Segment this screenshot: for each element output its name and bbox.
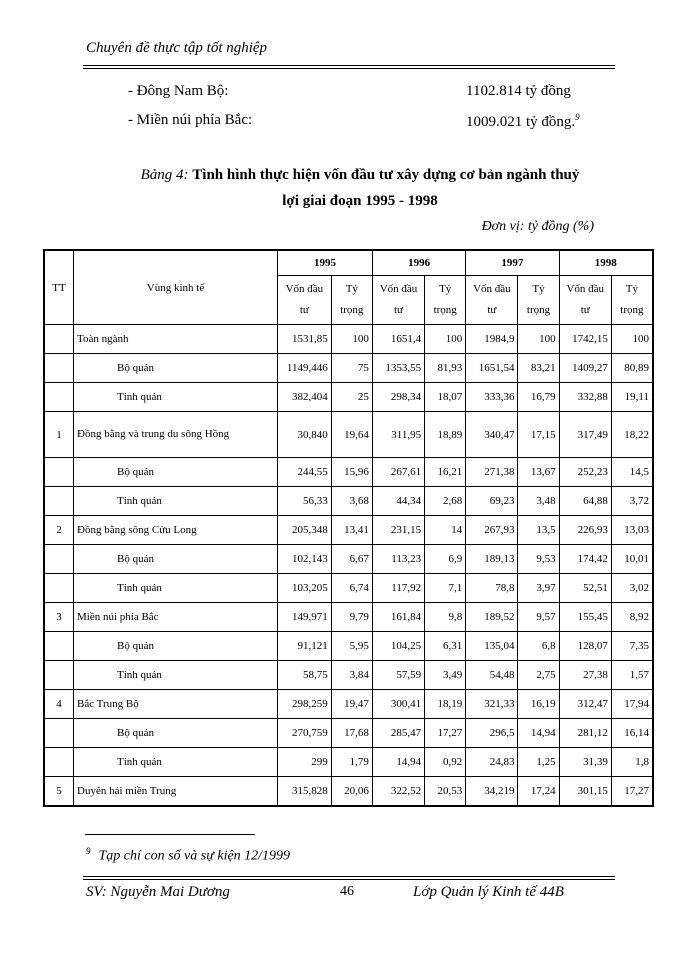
row-index: 2: [44, 516, 74, 545]
cell-ty-trong: 1,25: [518, 748, 559, 777]
sub-header-ty: Tỷ trọng: [425, 276, 466, 325]
cell-ty-trong: 9,53: [518, 545, 559, 574]
cell-von: 54,48: [466, 661, 518, 690]
cell-von: 301,15: [559, 777, 611, 806]
footer-rule-top: [83, 876, 615, 877]
cell-von: 382,404: [278, 383, 332, 412]
stat-label: - Đông Nam Bộ:: [128, 83, 229, 99]
sub-header-ty: Tỷ trọng: [518, 276, 559, 325]
region-name: Bộ quản: [74, 458, 278, 487]
table-body: [44, 325, 653, 806]
unit-label: Đơn vị: tỷ đồng (%): [481, 219, 594, 234]
table-row: [44, 603, 653, 632]
cell-ty-trong: 17,27: [425, 719, 466, 748]
cell-ty-trong: 81,93: [425, 354, 466, 383]
cell-ty-trong: 16,79: [518, 383, 559, 412]
cell-ty-trong: 14,5: [611, 458, 653, 487]
region-name: Đồng bằng và trung du sông Hồng: [74, 412, 278, 458]
cell-von: 1149,446: [278, 354, 332, 383]
cell-von: 58,75: [278, 661, 332, 690]
page-number: 46: [340, 884, 354, 899]
cell-von: 322,52: [372, 777, 424, 806]
row-index: [44, 458, 74, 487]
cell-ty-trong: 6,9: [425, 545, 466, 574]
cell-ty-trong: 14: [425, 516, 466, 545]
cell-ty-trong: 100: [518, 325, 559, 354]
cell-von: 1353,55: [372, 354, 424, 383]
row-index: 4: [44, 690, 74, 719]
cell-ty-trong: 100: [611, 325, 653, 354]
cell-von: 189,52: [466, 603, 518, 632]
cell-ty-trong: 14,94: [518, 719, 559, 748]
cell-ty-trong: 75: [331, 354, 372, 383]
cell-von: 1651,4: [372, 325, 424, 354]
cell-von: 57,59: [372, 661, 424, 690]
cell-von: 113,23: [372, 545, 424, 574]
cell-von: 128,07: [559, 632, 611, 661]
cell-von: 321,33: [466, 690, 518, 719]
footer-rule-bottom: [83, 879, 615, 880]
cell-von: 298,34: [372, 383, 424, 412]
sub-header-ty: Tỷ trọng: [611, 276, 653, 325]
cell-von: 231,15: [372, 516, 424, 545]
cell-von: 52,51: [559, 574, 611, 603]
cell-von: 317,49: [559, 412, 611, 458]
table-row: [44, 487, 653, 516]
year-header: 1996: [372, 250, 465, 276]
cell-von: 244,55: [278, 458, 332, 487]
cell-ty-trong: 83,21: [518, 354, 559, 383]
stat-value-text: 1102.814 tỷ đồng: [466, 83, 571, 99]
stat-value: [466, 83, 571, 100]
row-index: [44, 487, 74, 516]
cell-von: 103,205: [278, 574, 332, 603]
cell-ty-trong: 17,24: [518, 777, 559, 806]
cell-ty-trong: 0,92: [425, 748, 466, 777]
cell-ty-trong: 100: [331, 325, 372, 354]
cell-ty-trong: 16,19: [518, 690, 559, 719]
cell-von: 117,92: [372, 574, 424, 603]
footnote-text: Tạp chí con số và sự kiện 12/1999: [98, 848, 291, 864]
cell-ty-trong: 13,5: [518, 516, 559, 545]
cell-von: 1531,85: [278, 325, 332, 354]
sub-header-von: Vốn đầu tư: [278, 276, 332, 325]
region-name: Bộ quản: [74, 354, 278, 383]
stat-value-text: 1009.021 tỷ đồng.: [466, 114, 576, 130]
cell-ty-trong: 3,68: [331, 487, 372, 516]
cell-von: 189,13: [466, 545, 518, 574]
cell-von: 78,8: [466, 574, 518, 603]
table-row: [44, 748, 653, 777]
table-row: [44, 545, 653, 574]
cell-von: 296,5: [466, 719, 518, 748]
region-name: Tỉnh quản: [74, 661, 278, 690]
cell-ty-trong: 1,57: [611, 661, 653, 690]
cell-von: 34,219: [466, 777, 518, 806]
footer-class: Lớp Quản lý Kinh tế 44B: [413, 884, 564, 900]
region-name: Tỉnh quản: [74, 383, 278, 412]
cell-von: 270,759: [278, 719, 332, 748]
footnote-ref[interactable]: 9: [575, 112, 580, 122]
table-row: [44, 661, 653, 690]
row-index: 5: [44, 777, 74, 806]
cell-ty-trong: 17,68: [331, 719, 372, 748]
cell-von: 155,45: [559, 603, 611, 632]
region-name: Tỉnh quản: [74, 487, 278, 516]
cell-ty-trong: 3,48: [518, 487, 559, 516]
cell-ty-trong: 5,95: [331, 632, 372, 661]
cell-von: 91,121: [278, 632, 332, 661]
stat-value: [466, 112, 580, 131]
cell-ty-trong: 1,8: [611, 748, 653, 777]
cell-von: 30,840: [278, 412, 332, 458]
cell-von: 299: [278, 748, 332, 777]
cell-von: 285,47: [372, 719, 424, 748]
cell-von: 315,828: [278, 777, 332, 806]
cell-von: 267,61: [372, 458, 424, 487]
cell-von: 226,93: [559, 516, 611, 545]
cell-von: 1984,9: [466, 325, 518, 354]
table-row: [44, 383, 653, 412]
col-tt-header: TT: [44, 250, 74, 325]
cell-von: 102,143: [278, 545, 332, 574]
cell-ty-trong: 9,57: [518, 603, 559, 632]
cell-ty-trong: 16,21: [425, 458, 466, 487]
cell-von: 161,84: [372, 603, 424, 632]
cell-ty-trong: 3,49: [425, 661, 466, 690]
cell-von: 205,348: [278, 516, 332, 545]
cell-ty-trong: 7,1: [425, 574, 466, 603]
cell-von: 104,25: [372, 632, 424, 661]
stat-label: - Miền núi phía Bắc:: [128, 112, 253, 128]
cell-von: 312,47: [559, 690, 611, 719]
cell-von: 149,971: [278, 603, 332, 632]
cell-ty-trong: 2,68: [425, 487, 466, 516]
cell-ty-trong: 6,8: [518, 632, 559, 661]
cell-von: 135,04: [466, 632, 518, 661]
cell-ty-trong: 17,94: [611, 690, 653, 719]
sub-header-von: Vốn đầu tư: [466, 276, 518, 325]
region-name: Toàn ngành: [74, 325, 278, 354]
cell-von: 69,23: [466, 487, 518, 516]
row-index: [44, 748, 74, 777]
cell-ty-trong: 100: [425, 325, 466, 354]
year-header: 1997: [466, 250, 559, 276]
cell-ty-trong: 13,67: [518, 458, 559, 487]
cell-von: 174,42: [559, 545, 611, 574]
cell-ty-trong: 18,07: [425, 383, 466, 412]
table-row: [44, 354, 653, 383]
table-row: [44, 574, 653, 603]
cell-ty-trong: 15,96: [331, 458, 372, 487]
cell-ty-trong: 18,89: [425, 412, 466, 458]
cell-von: 24,83: [466, 748, 518, 777]
table-row: [44, 516, 653, 545]
table-row: [44, 632, 653, 661]
cell-ty-trong: 9,8: [425, 603, 466, 632]
row-index: [44, 574, 74, 603]
cell-ty-trong: 7,35: [611, 632, 653, 661]
cell-von: 298,259: [278, 690, 332, 719]
row-index: [44, 719, 74, 748]
row-index: [44, 325, 74, 354]
cell-ty-trong: 20,06: [331, 777, 372, 806]
cell-ty-trong: 10,01: [611, 545, 653, 574]
cell-ty-trong: 19,11: [611, 383, 653, 412]
cell-von: 31,39: [559, 748, 611, 777]
cell-von: 27,38: [559, 661, 611, 690]
table-row: [44, 458, 653, 487]
caption-label: Bảng 4:: [140, 167, 189, 183]
cell-von: 332,88: [559, 383, 611, 412]
cell-von: 56,33: [278, 487, 332, 516]
cell-ty-trong: 9,79: [331, 603, 372, 632]
table-row: [44, 412, 653, 458]
row-index: [44, 632, 74, 661]
cell-ty-trong: 19,64: [331, 412, 372, 458]
header-rule-bottom: [83, 68, 615, 69]
cell-ty-trong: 6,67: [331, 545, 372, 574]
footer-student: SV: Nguyễn Mai Dương: [86, 884, 230, 900]
table-row: [44, 690, 653, 719]
footnote: [86, 846, 290, 865]
cell-ty-trong: 13,41: [331, 516, 372, 545]
table-row: [44, 325, 653, 354]
cell-von: 1742,15: [559, 325, 611, 354]
region-name: Bộ quản: [74, 632, 278, 661]
row-index: [44, 545, 74, 574]
col-region-header: Vùng kinh tế: [74, 250, 278, 325]
cell-ty-trong: 6,74: [331, 574, 372, 603]
cell-ty-trong: 25: [331, 383, 372, 412]
cell-ty-trong: 8,92: [611, 603, 653, 632]
cell-von: 271,38: [466, 458, 518, 487]
sub-header-von: Vốn đầu tư: [559, 276, 611, 325]
cell-ty-trong: 19,47: [331, 690, 372, 719]
cell-von: 14,94: [372, 748, 424, 777]
cell-von: 252,23: [559, 458, 611, 487]
table-row: [44, 719, 653, 748]
row-index: [44, 354, 74, 383]
region-name: Tỉnh quản: [74, 574, 278, 603]
cell-von: 267,93: [466, 516, 518, 545]
sub-header-ty: Tỷ trọng: [331, 276, 372, 325]
cell-ty-trong: 17,27: [611, 777, 653, 806]
cell-von: 311,95: [372, 412, 424, 458]
cell-ty-trong: 3,84: [331, 661, 372, 690]
cell-von: 340,47: [466, 412, 518, 458]
cell-ty-trong: 3,97: [518, 574, 559, 603]
cell-ty-trong: 16,14: [611, 719, 653, 748]
region-name: Bắc Trung Bộ: [74, 690, 278, 719]
sub-header-von: Vốn đầu tư: [372, 276, 424, 325]
row-index: 1: [44, 412, 74, 458]
cell-ty-trong: 2,75: [518, 661, 559, 690]
cell-ty-trong: 13,03: [611, 516, 653, 545]
year-header: 1995: [278, 250, 373, 276]
footnote-rule: [85, 834, 255, 835]
cell-ty-trong: 3,02: [611, 574, 653, 603]
table-caption: [120, 162, 600, 214]
region-name: Bộ quản: [74, 719, 278, 748]
cell-von: 281,12: [559, 719, 611, 748]
cell-von: 44,34: [372, 487, 424, 516]
region-name: Tỉnh quản: [74, 748, 278, 777]
region-name: Bộ quản: [74, 545, 278, 574]
table-row: [44, 777, 653, 806]
caption-title-line2: lợi giai đoạn 1995 - 1998: [282, 193, 438, 209]
cell-ty-trong: 18,22: [611, 412, 653, 458]
footnote-marker: 9: [86, 846, 91, 856]
cell-von: 300,41: [372, 690, 424, 719]
row-index: 3: [44, 603, 74, 632]
cell-ty-trong: 18,19: [425, 690, 466, 719]
header-rule-top: [83, 65, 615, 66]
cell-von: 1651,54: [466, 354, 518, 383]
cell-ty-trong: 17,15: [518, 412, 559, 458]
cell-ty-trong: 1,79: [331, 748, 372, 777]
region-name: Duyên hải miền Trung: [74, 777, 278, 806]
page-header: Chuyên đề thực tập tốt nghiệp: [86, 40, 268, 56]
caption-title-line1: Tình hình thực hiện vốn đầu tư xây dựng cơ bản ngành thuỷ: [192, 167, 580, 183]
row-index: [44, 661, 74, 690]
cell-von: 333,36: [466, 383, 518, 412]
cell-ty-trong: 20,53: [425, 777, 466, 806]
cell-von: 1409,27: [559, 354, 611, 383]
cell-von: 64,88: [559, 487, 611, 516]
year-header: 1998: [559, 250, 653, 276]
cell-ty-trong: 6,31: [425, 632, 466, 661]
region-name: Miền núi phía Bắc: [74, 603, 278, 632]
cell-ty-trong: 80,89: [611, 354, 653, 383]
cell-ty-trong: 3,72: [611, 487, 653, 516]
investment-table: [43, 249, 654, 807]
row-index: [44, 383, 74, 412]
region-name: Đồng bằng sông Cửu Long: [74, 516, 278, 545]
